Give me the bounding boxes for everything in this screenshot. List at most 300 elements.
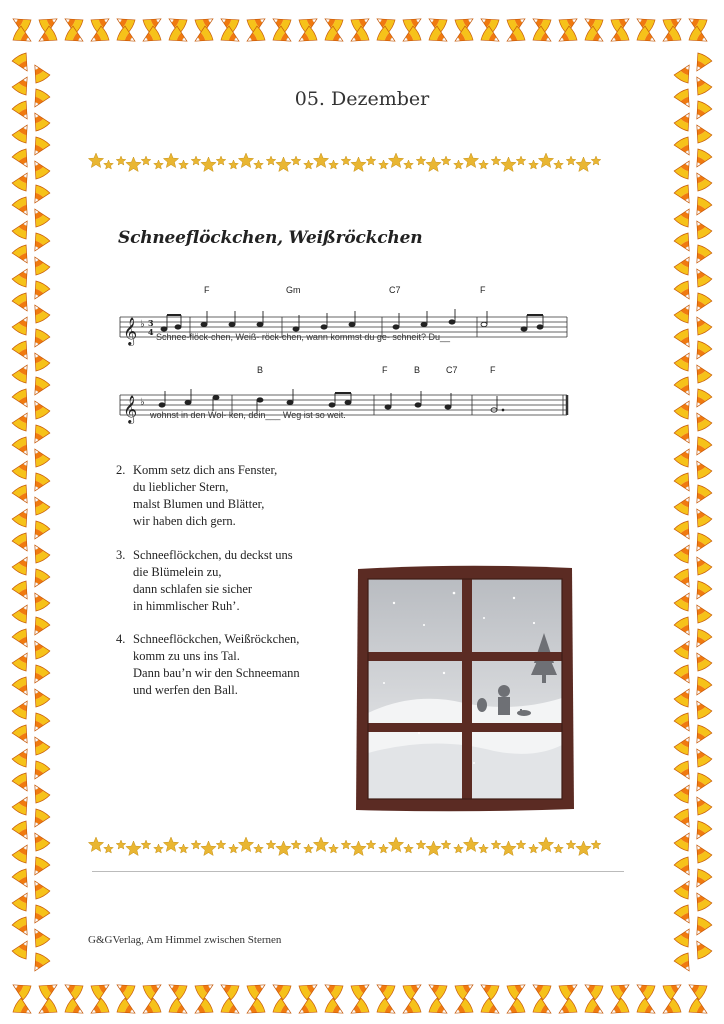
candy-corn-icon — [350, 978, 373, 1001]
chord: F — [204, 285, 210, 295]
star-icon — [388, 837, 403, 852]
star-icon — [426, 841, 441, 856]
candy-corn-icon — [674, 445, 697, 468]
candy-corn-icon — [191, 998, 214, 1021]
star-icon — [529, 844, 539, 853]
verse-line: in himmlischer Ruh’. — [133, 599, 240, 613]
candy-corn-icon — [28, 472, 51, 495]
candy-corn-icon — [28, 808, 51, 831]
star-icon — [501, 841, 516, 856]
verse-line: Schneeflöckchen, du deckst uns — [133, 548, 293, 562]
candy-corn-icon — [168, 998, 191, 1021]
treble-clef-icon: 𝄞 — [123, 395, 138, 423]
candy-corn-icon — [674, 61, 697, 84]
candy-corn-icon — [12, 820, 35, 843]
candy-corn-icon — [28, 925, 51, 948]
candy-corn-icon — [690, 436, 713, 459]
candy-corn-icon — [90, 978, 113, 1001]
candy-corn-icon — [506, 978, 529, 1001]
candy-corn-icon — [28, 589, 51, 612]
candy-corn-icon — [12, 532, 35, 555]
candy-corn-icon — [690, 292, 713, 315]
candy-corn-icon — [113, 978, 136, 1001]
candy-corn-icon — [674, 712, 697, 735]
star-icon — [566, 156, 576, 165]
candy-corn-icon — [12, 553, 35, 576]
candy-corn-icon — [690, 916, 713, 939]
candy-corn-icon — [688, 998, 711, 1021]
candy-corn-icon — [194, 978, 217, 1001]
star-icon — [116, 840, 126, 849]
candy-corn-icon — [674, 397, 697, 420]
verse-line: wir haben dich gern. — [133, 514, 236, 528]
candy-corn-icon — [674, 637, 697, 660]
lyrics-line-2: wohnst in den Wol- ken, dein___ Weg ist so weit. — [150, 410, 346, 420]
star-icon — [379, 160, 389, 169]
star-icon — [254, 844, 264, 853]
candy-corn-icon — [674, 808, 697, 831]
star-icon — [216, 840, 226, 849]
candy-corn-icon — [87, 998, 110, 1021]
candy-corn-icon — [12, 724, 35, 747]
candy-corn-icon — [28, 856, 51, 879]
chord: F — [480, 285, 486, 295]
candy-corn-icon — [674, 493, 697, 516]
candy-corn-icon — [28, 685, 51, 708]
candy-corn-icon — [674, 280, 697, 303]
star-icon — [404, 160, 414, 169]
candy-corn-icon — [28, 781, 51, 804]
verse-line: malst Blumen und Blätter, — [133, 497, 265, 511]
verse-line: und werfen den Ball. — [133, 683, 238, 697]
candy-corn-icon — [425, 978, 448, 1001]
candy-corn-icon — [659, 998, 682, 1021]
candy-corn-icon — [690, 889, 713, 912]
candy-corn-icon — [690, 580, 713, 603]
candy-corn-icon — [28, 253, 51, 276]
candy-corn-icon — [12, 217, 35, 240]
candy-corn-icon — [690, 868, 713, 891]
music-staff-line-1 — [112, 294, 572, 364]
star-icon — [388, 153, 403, 168]
candy-corn-icon — [690, 409, 713, 432]
star-icon — [463, 153, 478, 168]
candy-corn-icon — [690, 217, 713, 240]
star-icon — [313, 153, 328, 168]
star-icon — [576, 841, 591, 856]
candy-corn-icon — [12, 148, 35, 171]
candy-corn-icon — [674, 856, 697, 879]
candy-corn-icon — [674, 589, 697, 612]
candy-corn-icon — [690, 649, 713, 672]
star-icon — [591, 840, 601, 849]
candy-corn-icon — [674, 232, 697, 255]
candy-corn-icon — [28, 637, 51, 660]
candy-corn-icon — [690, 793, 713, 816]
star-icon — [341, 840, 351, 849]
candy-corn-icon — [28, 61, 51, 84]
song-title: Schneeflöckchen, Weißröckchen — [118, 228, 423, 248]
candy-corn-icon — [480, 998, 503, 1021]
candy-corn-icon — [690, 313, 713, 336]
star-icon — [554, 160, 564, 169]
candy-corn-icon — [674, 925, 697, 948]
star-icon — [576, 157, 591, 172]
candy-corn-icon — [690, 724, 713, 747]
candy-corn-icon — [373, 978, 396, 1001]
star-icon — [191, 156, 201, 165]
candy-corn-icon — [581, 978, 604, 1001]
candy-corn-icon — [12, 841, 35, 864]
candy-corn-icon — [674, 109, 697, 132]
candy-corn-icon — [12, 580, 35, 603]
chord: Gm — [286, 285, 301, 295]
candy-corn-icon — [28, 157, 51, 180]
candy-corn-icon — [12, 916, 35, 939]
star-icon — [554, 844, 564, 853]
chord: F — [382, 365, 388, 375]
star-icon — [479, 844, 489, 853]
candy-corn-icon — [674, 328, 697, 351]
chord: B — [257, 365, 264, 375]
svg-text:3: 3 — [148, 318, 154, 328]
candy-corn-icon — [674, 472, 697, 495]
star-icon — [266, 840, 276, 849]
star-icon — [351, 157, 366, 172]
star-icon — [538, 837, 553, 852]
candy-corn-icon — [674, 520, 697, 543]
candy-corn-icon — [674, 184, 697, 207]
star-icon — [141, 156, 151, 165]
candy-corn-icon — [28, 424, 51, 447]
star-icon — [238, 837, 253, 852]
candy-corn-icon — [690, 457, 713, 480]
candy-corn-icon — [28, 349, 51, 372]
star-icon — [179, 844, 189, 853]
star-icon — [191, 840, 201, 849]
candy-corn-icon — [28, 664, 51, 687]
candy-corn-icon — [674, 904, 697, 927]
candy-corn-icon — [376, 998, 399, 1021]
candy-corn-icon — [529, 978, 552, 1001]
candy-corn-icon — [28, 952, 51, 975]
candy-corn-icon — [690, 340, 713, 363]
star-icon — [441, 840, 451, 849]
star-icon — [291, 840, 301, 849]
star-icon — [454, 160, 464, 169]
star-icon — [126, 157, 141, 172]
candy-corn-icon — [690, 697, 713, 720]
candy-corn-icon — [12, 265, 35, 288]
verse-4 — [116, 631, 300, 699]
candy-corn-icon — [12, 169, 35, 192]
star-icon — [491, 156, 501, 165]
candy-corn-icon — [12, 436, 35, 459]
star-icon — [341, 156, 351, 165]
candy-corn-icon — [28, 232, 51, 255]
candy-corn-icon — [690, 196, 713, 219]
candy-corn-icon — [12, 484, 35, 507]
candy-corn-icon — [674, 136, 697, 159]
candy-corn-icon — [690, 169, 713, 192]
candy-corn-icon — [690, 628, 713, 651]
candy-corn-icon — [674, 301, 697, 324]
candy-corn-icon — [477, 978, 500, 1001]
candy-corn-icon — [12, 409, 35, 432]
star-icon — [329, 160, 339, 169]
star-icon — [116, 156, 126, 165]
star-icon — [229, 160, 239, 169]
star-icon — [501, 157, 516, 172]
candy-corn-icon — [64, 998, 87, 1021]
star-icon — [141, 840, 151, 849]
candy-corn-icon — [690, 388, 713, 411]
candy-corn-icon — [674, 541, 697, 564]
candy-corn-icon — [165, 978, 188, 1001]
candy-corn-icon — [28, 445, 51, 468]
candy-corn-icon — [690, 772, 713, 795]
candy-corn-icon — [674, 349, 697, 372]
candy-corn-icon — [690, 52, 713, 75]
candy-corn-icon — [12, 601, 35, 624]
candy-corn-icon — [12, 121, 35, 144]
candy-corn-icon — [662, 978, 685, 1001]
candy-corn-icon — [607, 998, 630, 1021]
candy-corn-icon — [12, 745, 35, 768]
star-icon — [441, 156, 451, 165]
candy-corn-icon — [28, 760, 51, 783]
candy-corn-icon — [28, 712, 51, 735]
candy-corn-icon — [674, 376, 697, 399]
candy-corn-icon — [321, 978, 344, 1001]
chord: B — [414, 365, 421, 375]
music-staff-line-2 — [112, 372, 572, 442]
star-icon — [104, 160, 114, 169]
footer-credit: G&GVerlag, Am Himmel zwischen Sternen — [88, 934, 282, 946]
candy-corn-icon — [28, 616, 51, 639]
star-icon — [479, 160, 489, 169]
candy-corn-icon — [28, 136, 51, 159]
candy-corn-icon — [324, 998, 347, 1021]
star-icon — [313, 837, 328, 852]
verse-3 — [116, 547, 293, 615]
candy-corn-icon — [28, 568, 51, 591]
candy-corn-icon — [674, 205, 697, 228]
star-icon — [454, 844, 464, 853]
star-icon — [88, 837, 103, 852]
candy-corn-icon — [503, 998, 526, 1021]
candy-corn-icon — [690, 148, 713, 171]
verse-number: 2. — [116, 463, 126, 477]
candy-corn-icon — [532, 998, 555, 1021]
candy-corn-icon — [28, 877, 51, 900]
star-icon — [238, 153, 253, 168]
candy-corn-icon — [690, 841, 713, 864]
star-icon — [566, 840, 576, 849]
candy-corn-icon — [451, 998, 474, 1021]
candy-corn-icon — [12, 457, 35, 480]
candy-corn-icon — [402, 978, 425, 1001]
chord: F — [490, 365, 496, 375]
verse-line: Komm setz dich ans Fenster, — [133, 463, 278, 477]
candy-corn-icon — [674, 781, 697, 804]
candy-corn-icon — [61, 978, 84, 1001]
star-icon — [304, 844, 314, 853]
star-icon — [276, 157, 291, 172]
star-icon — [154, 160, 164, 169]
candy-corn-icon — [399, 998, 422, 1021]
candy-corn-icon — [28, 541, 51, 564]
star-garland-bottom — [88, 834, 608, 860]
candy-corn-icon — [690, 361, 713, 384]
star-icon — [366, 156, 376, 165]
candy-corn-icon — [690, 745, 713, 768]
candy-corn-icon — [28, 301, 51, 324]
candy-corn-icon — [295, 998, 318, 1021]
candy-corn-icon — [220, 998, 243, 1021]
star-icon — [216, 156, 226, 165]
candy-corn-icon — [28, 904, 51, 927]
candy-corn-icon — [116, 998, 139, 1021]
verse-line: Schneeflöckchen, Weißröckchen, — [133, 632, 300, 646]
candy-corn-icon — [347, 998, 370, 1021]
candy-corn-icon — [690, 937, 713, 960]
star-icon — [538, 153, 553, 168]
star-icon — [163, 153, 178, 168]
candy-corn-icon — [12, 649, 35, 672]
page-title: 05. Dezember — [294, 88, 430, 110]
candy-corn-icon — [12, 388, 35, 411]
candy-corn-icon — [12, 868, 35, 891]
candy-corn-icon — [12, 676, 35, 699]
candy-corn-icon — [674, 829, 697, 852]
candy-corn-icon — [12, 361, 35, 384]
star-icon — [591, 156, 601, 165]
star-icon — [529, 160, 539, 169]
candy-corn-icon — [633, 978, 656, 1001]
candy-corn-icon — [298, 978, 321, 1001]
candy-corn-icon — [12, 505, 35, 528]
candy-corn-icon — [28, 328, 51, 351]
candy-corn-icon — [674, 952, 697, 975]
star-icon — [516, 840, 526, 849]
treble-clef-icon: 𝄞 — [123, 317, 138, 345]
candy-corn-icon — [12, 196, 35, 219]
candy-corn-icon — [685, 978, 708, 1001]
candy-corn-icon — [12, 697, 35, 720]
candy-corn-icon — [690, 121, 713, 144]
candy-corn-icon — [674, 253, 697, 276]
candy-corn-icon — [28, 397, 51, 420]
candy-corn-icon — [674, 685, 697, 708]
candy-corn-icon — [28, 109, 51, 132]
star-icon — [291, 156, 301, 165]
candy-corn-icon — [142, 978, 165, 1001]
candy-corn-icon — [35, 998, 58, 1021]
candy-corn-icon — [690, 484, 713, 507]
star-icon — [379, 844, 389, 853]
candy-corn-icon — [9, 978, 32, 1001]
verse-line: du lieblicher Stern, — [133, 480, 229, 494]
candy-corn-icon — [584, 998, 607, 1021]
candy-corn-icon — [12, 340, 35, 363]
candy-corn-icon — [674, 616, 697, 639]
star-icon — [404, 844, 414, 853]
star-icon — [126, 841, 141, 856]
candy-corn-icon — [246, 978, 269, 1001]
candy-corn-icon — [454, 978, 477, 1001]
star-icon — [426, 157, 441, 172]
candy-corn-icon — [674, 664, 697, 687]
candy-corn-icon — [12, 998, 35, 1021]
verse-2 — [116, 462, 277, 530]
candy-corn-icon — [428, 998, 451, 1021]
snowy-window-illustration — [354, 563, 576, 813]
star-icon — [491, 840, 501, 849]
star-icon — [463, 837, 478, 852]
candy-corn-icon — [269, 978, 292, 1001]
star-icon — [104, 844, 114, 853]
star-icon — [201, 841, 216, 856]
star-icon — [88, 153, 103, 168]
chord: C7 — [446, 365, 458, 375]
candy-corn-icon — [636, 998, 659, 1021]
verse-number: 3. — [116, 548, 126, 562]
candy-corn-icon — [217, 978, 240, 1001]
star-icon — [304, 160, 314, 169]
candy-corn-icon — [12, 793, 35, 816]
candy-corn-icon — [610, 978, 633, 1001]
candy-corn-icon — [558, 978, 581, 1001]
candy-corn-icon — [28, 493, 51, 516]
svg-text:♭: ♭ — [140, 397, 145, 408]
candy-corn-icon — [674, 877, 697, 900]
candy-corn-icon — [28, 184, 51, 207]
candy-corn-icon — [12, 889, 35, 912]
star-icon — [154, 844, 164, 853]
candy-corn-icon — [690, 553, 713, 576]
candy-corn-icon — [28, 280, 51, 303]
star-garland-top — [88, 150, 608, 176]
star-icon — [516, 156, 526, 165]
verse-line: Dann bau’n wir den Schneemann — [133, 666, 300, 680]
verse-line: komm zu uns ins Tal. — [133, 649, 240, 663]
candy-corn-icon — [12, 628, 35, 651]
star-icon — [163, 837, 178, 852]
lyrics-line-1: Schnee-flöck-chen, Weiß- röck-chen, wann kommst du ge- schneit? Du__ — [156, 332, 450, 342]
candy-corn-icon — [28, 205, 51, 228]
candy-corn-icon — [12, 244, 35, 267]
chord: C7 — [389, 285, 401, 295]
svg-text:4: 4 — [148, 327, 154, 337]
candy-corn-icon — [690, 244, 713, 267]
candy-corn-icon — [555, 998, 578, 1021]
candy-corn-icon — [12, 52, 35, 75]
star-icon — [366, 840, 376, 849]
star-icon — [329, 844, 339, 853]
candy-corn-icon — [674, 424, 697, 447]
candy-corn-icon — [690, 532, 713, 555]
candy-corn-icon — [690, 265, 713, 288]
star-icon — [416, 840, 426, 849]
candy-corn-icon — [139, 998, 162, 1021]
star-icon — [416, 156, 426, 165]
candy-corn-icon — [12, 772, 35, 795]
candy-corn-icon — [28, 376, 51, 399]
candy-corn-icon — [674, 568, 697, 591]
footer-divider — [92, 871, 624, 872]
candy-corn-icon — [690, 676, 713, 699]
